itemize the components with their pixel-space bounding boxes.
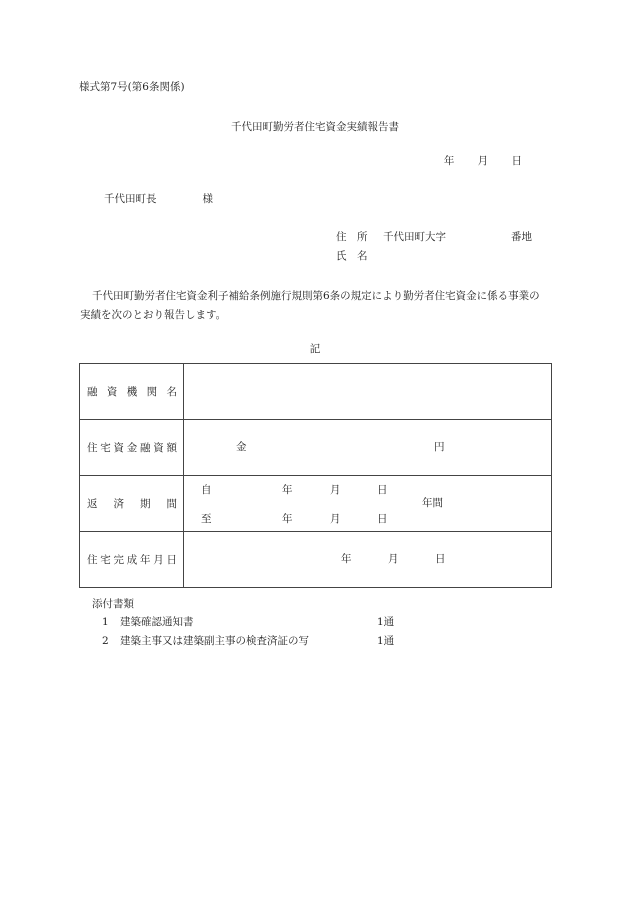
address-suffix: 番地: [511, 231, 532, 243]
attachment-item: 1 建築確認通知書: [102, 616, 194, 628]
loan-amount-field[interactable]: [184, 420, 552, 476]
addressee: [104, 194, 213, 205]
attachment-name: 建築主事又は建築副主事の検査済証の写: [120, 635, 309, 647]
period-to-month: 月: [330, 513, 341, 525]
attachment-name: 建築確認通知書: [120, 616, 194, 628]
period-to-day: 日: [377, 513, 388, 525]
addressee-honorific: 様: [202, 193, 213, 205]
form-number: 様式第7号(第6条関係): [79, 81, 185, 93]
report-table: [79, 363, 552, 588]
completion-day: 日: [435, 553, 446, 565]
report-date: [444, 156, 522, 167]
repayment-period-field[interactable]: [184, 476, 552, 532]
kin-label: 金: [236, 441, 247, 453]
addressee-name: 千代田町長: [104, 193, 157, 205]
attachment-copies: 1通: [377, 635, 395, 647]
ki-heading: 記: [309, 343, 321, 355]
date-month-unit: 月: [477, 155, 489, 167]
completion-year: 年: [341, 553, 352, 565]
attachment-copies: 1通: [377, 616, 395, 628]
period-to: 至: [201, 513, 212, 525]
table-row-loan-amount: [80, 420, 552, 476]
report-body-text: 千代田町勤労者住宅資金利子補給条例施行規則第6条の規定により勤労者住宅資金に係る事業の実績を次のとおり報告します。: [80, 290, 540, 321]
completion-date-field[interactable]: [184, 532, 552, 588]
loan-amount-label: 住 宅 資 金 融 資 額: [80, 420, 184, 476]
period-duration: 年間: [422, 497, 443, 509]
completion-month: 月: [388, 553, 399, 565]
period-from-year: 年: [282, 484, 293, 496]
attachment-item: 2 建築主事又は建築副主事の検査済証の写: [102, 635, 309, 647]
lender-field[interactable]: [184, 364, 552, 420]
table-row-completion-date: [80, 532, 552, 588]
lender-label: 融 資 機 関 名: [80, 364, 184, 420]
period-from-month: 月: [330, 484, 341, 496]
period-from: 自: [201, 484, 212, 496]
document-title: 千代田町勤労者住宅資金実績報告書: [231, 121, 399, 133]
attachments-title: 添付書類: [92, 598, 134, 610]
period-to-year: 年: [282, 513, 293, 525]
date-year-unit: 年: [443, 155, 455, 167]
table-row-repayment-period: [80, 476, 552, 532]
address-label: 住 所: [336, 231, 368, 243]
name-label: 氏 名: [336, 250, 368, 262]
en-label: 円: [434, 441, 445, 453]
address-value: 千代田町大字: [383, 231, 446, 243]
repayment-period-label: 返 済 期 間: [80, 476, 184, 532]
table-row-lender: [80, 364, 552, 420]
date-day-unit: 日: [511, 155, 522, 167]
completion-date-label: 住 宅 完 成 年 月 日: [80, 532, 184, 588]
period-from-day: 日: [377, 484, 388, 496]
